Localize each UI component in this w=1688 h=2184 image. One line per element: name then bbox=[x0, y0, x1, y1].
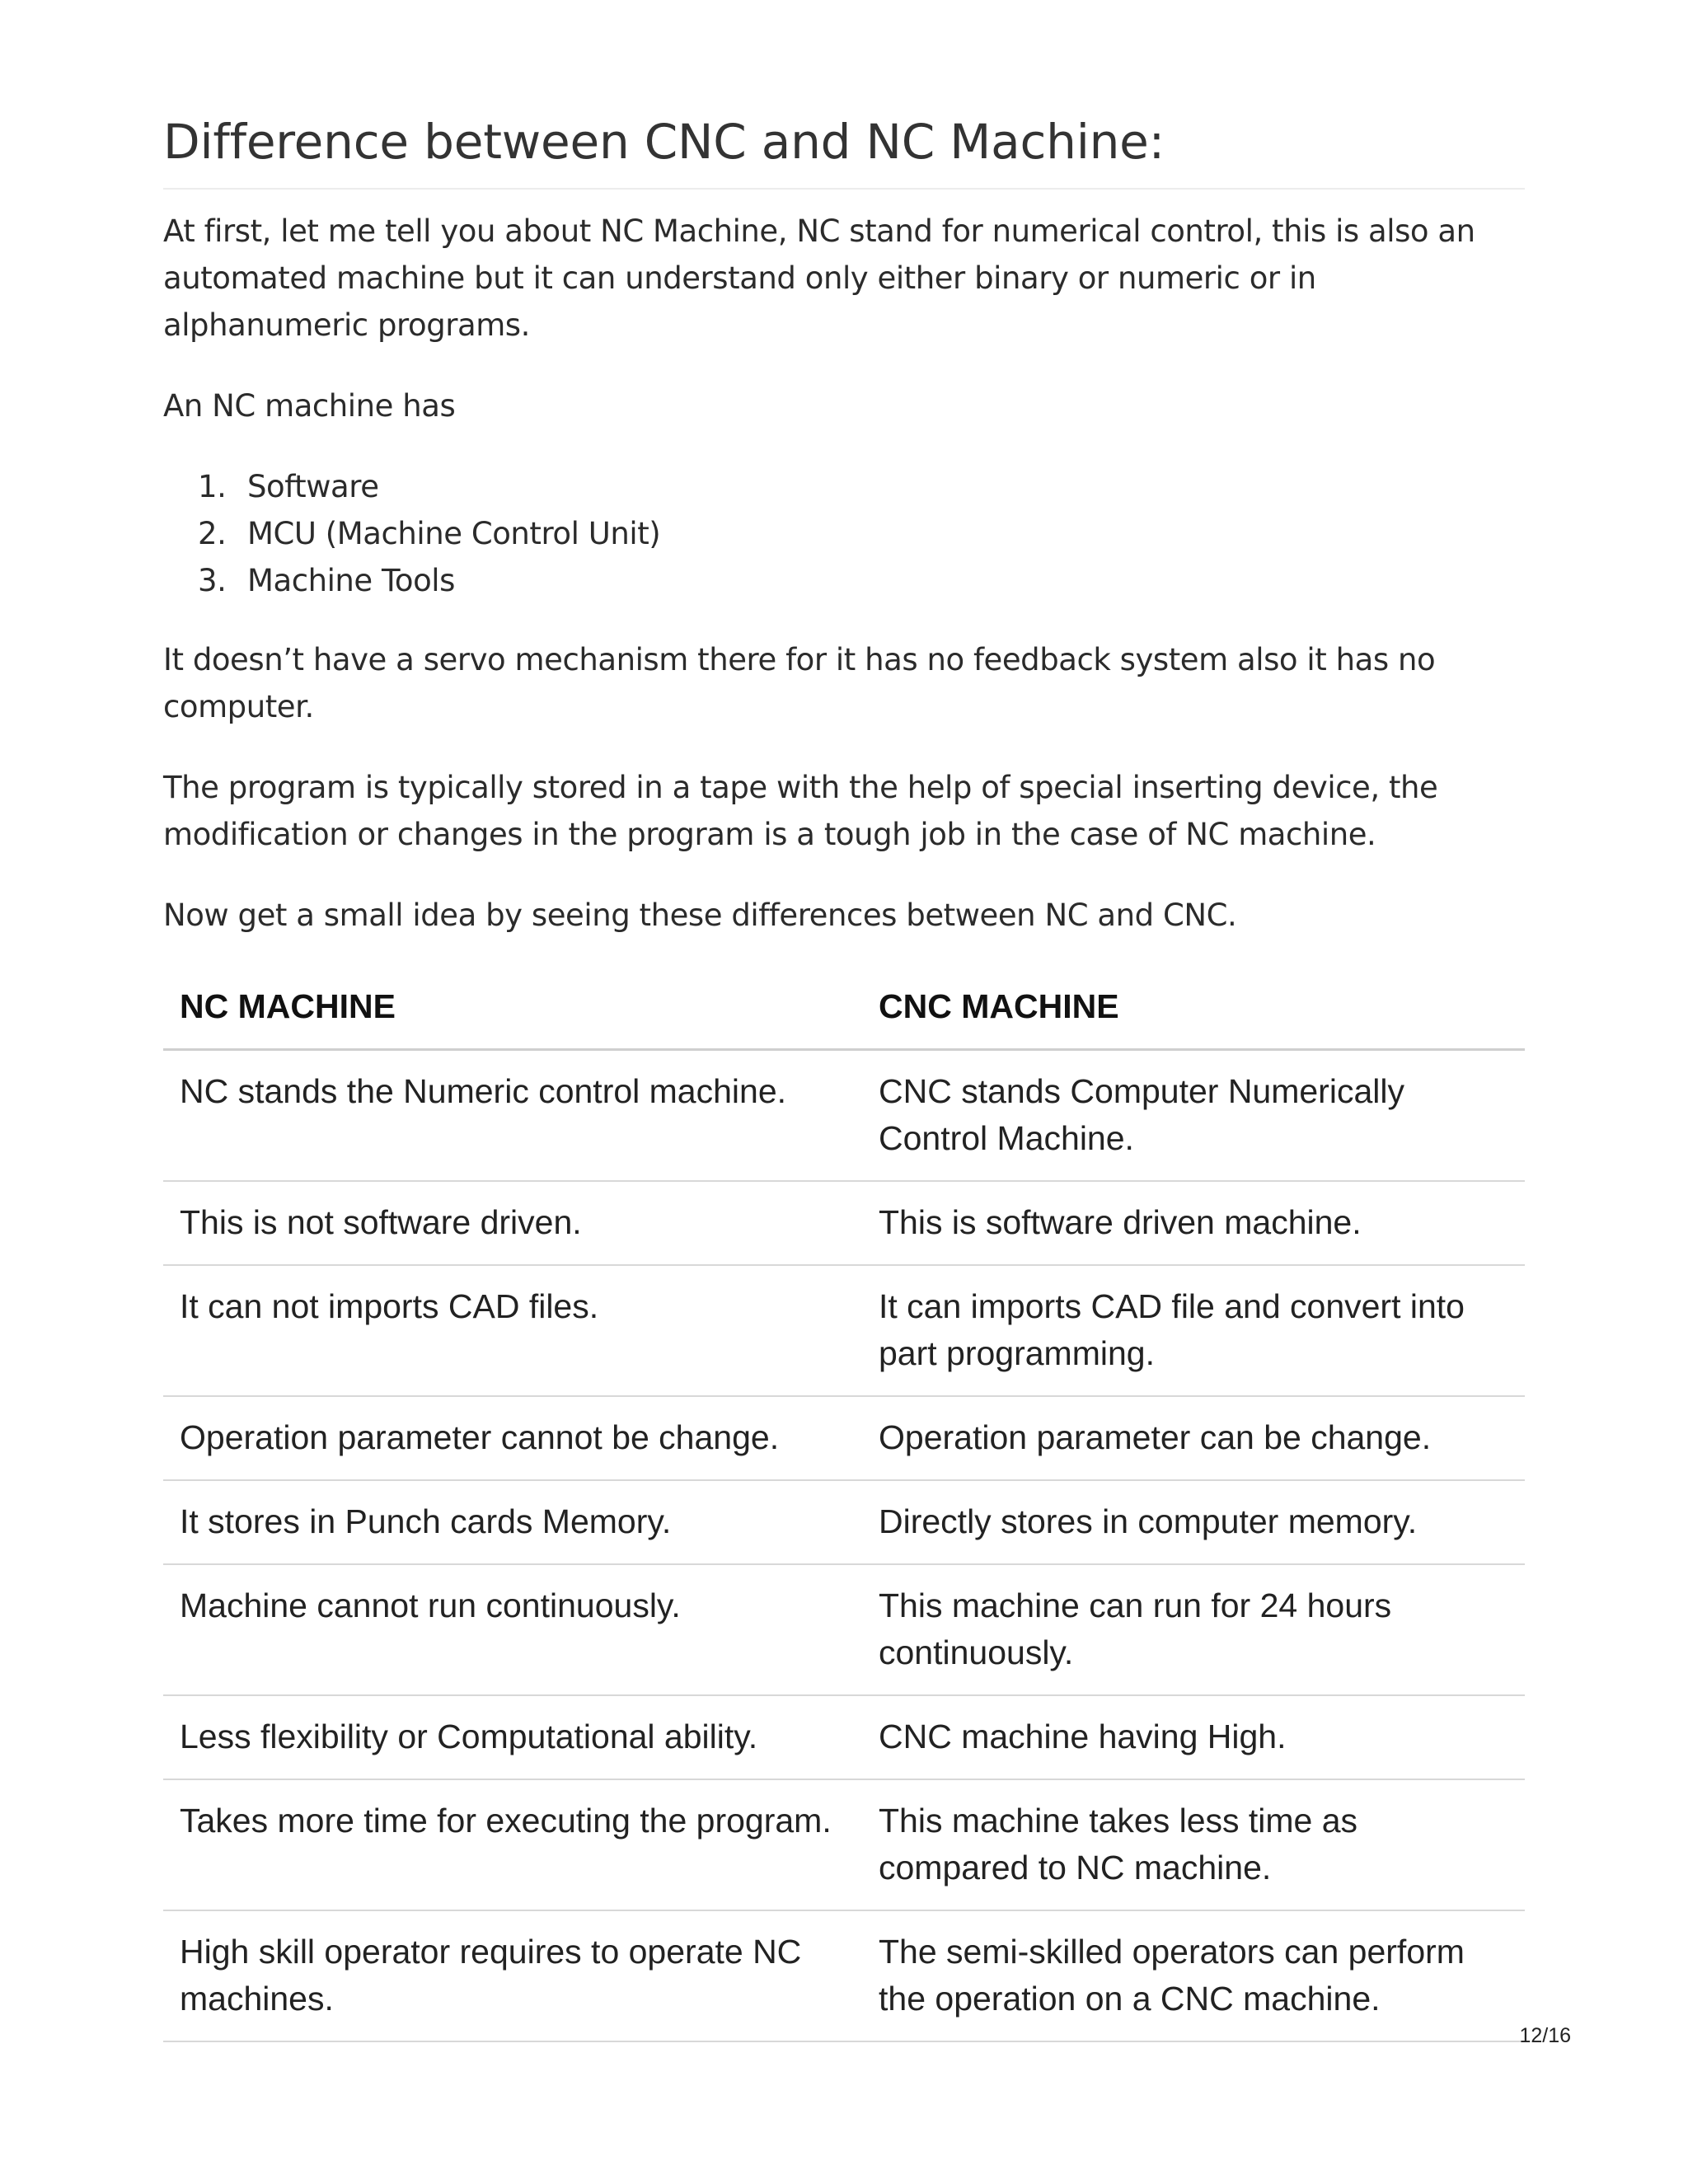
cnc-cell: The semi-skilled operators can perform the operation on a CNC machine. bbox=[862, 1910, 1525, 2041]
nc-cell: This is not software driven. bbox=[163, 1181, 862, 1265]
page-number: 12/16 bbox=[1519, 2024, 1571, 2047]
cnc-cell: Operation parameter can be change. bbox=[862, 1396, 1525, 1480]
nc-cell: Takes more time for executing the program. bbox=[163, 1779, 862, 1910]
nc-cell: It can not imports CAD files. bbox=[163, 1265, 862, 1396]
table-row bbox=[163, 1910, 1525, 2041]
table-row bbox=[163, 1695, 1525, 1779]
comparison-table bbox=[163, 966, 1525, 2042]
nc-machine-header: NC MACHINE bbox=[163, 966, 862, 1050]
table-row bbox=[163, 1779, 1525, 1910]
cnc-cell: Directly stores in computer memory. bbox=[862, 1480, 1525, 1564]
nc-cell: High skill operator requires to operate NC machines. bbox=[163, 1910, 862, 2041]
page-title: Difference between CNC and NC Machine: bbox=[163, 114, 1165, 170]
list-item: 2. MCU (Machine Control Unit) bbox=[198, 516, 661, 551]
program-paragraph: The program is typically stored in a tape with the help of special inserting device, the modification or changes in the program is a tough job in the case of NC machine. bbox=[163, 770, 1438, 852]
cnc-machine-header: CNC MACHINE bbox=[862, 966, 1525, 1050]
cnc-cell: CNC stands Computer Numerically Control Machine. bbox=[862, 1050, 1525, 1182]
cnc-cell: It can imports CAD file and convert into part programming. bbox=[862, 1265, 1525, 1396]
list-item: 3. Machine Tools bbox=[198, 563, 455, 598]
cnc-cell: This machine takes less time as compared to NC machine. bbox=[862, 1779, 1525, 1910]
cnc-cell: This machine can run for 24 hours continuously. bbox=[862, 1564, 1525, 1695]
cnc-cell: CNC machine having High. bbox=[862, 1695, 1525, 1779]
nc-cell: It stores in Punch cards Memory. bbox=[163, 1480, 862, 1564]
table-row bbox=[163, 1050, 1525, 1182]
table-row bbox=[163, 1480, 1525, 1564]
table-row bbox=[163, 1564, 1525, 1695]
title-divider bbox=[163, 188, 1525, 190]
nc-cell: Less flexibility or Computational ability. bbox=[163, 1695, 862, 1779]
nc-cell: NC stands the Numeric control machine. bbox=[163, 1050, 862, 1182]
nc-cell: Machine cannot run continuously. bbox=[163, 1564, 862, 1695]
table-row bbox=[163, 1396, 1525, 1480]
servo-paragraph: It doesn’t have a servo mechanism there for it has no feedback system also it has no computer. bbox=[163, 642, 1436, 724]
table-header-row bbox=[163, 966, 1525, 1050]
table-row bbox=[163, 1181, 1525, 1265]
has-paragraph: An NC machine has bbox=[163, 388, 456, 424]
components-list bbox=[163, 463, 660, 604]
nc-cell: Operation parameter cannot be change. bbox=[163, 1396, 862, 1480]
differences-intro-paragraph: Now get a small idea by seeing these differences between NC and CNC. bbox=[163, 898, 1237, 933]
intro-paragraph: At first, let me tell you about NC Machine, NC stand for numerical control, this is also an automated machine but it can understand only either binary or numeric or in alphanumeric programs. bbox=[163, 213, 1475, 343]
table-row bbox=[163, 1265, 1525, 1396]
cnc-cell: This is software driven machine. bbox=[862, 1181, 1525, 1265]
list-item: 1. Software bbox=[198, 469, 379, 504]
